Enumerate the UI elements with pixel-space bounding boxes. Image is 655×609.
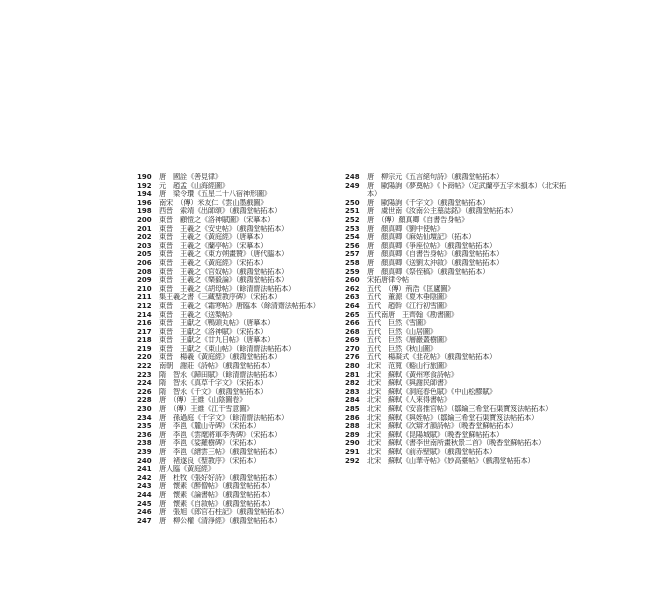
page-number: 284	[345, 396, 360, 405]
page-number: 253	[345, 224, 360, 233]
page-number: 282	[345, 379, 360, 388]
list-item	[137, 293, 342, 302]
page-number: 224	[137, 379, 152, 388]
entry-title: 東晉 王獻之《鴨頭丸帖》（唐摹本）	[159, 319, 275, 328]
entry-title: 唐人臨《黃庭經》	[159, 465, 215, 474]
entry-title: 唐 國詮《善見律》	[159, 173, 222, 181]
entry-title: 北宋 蘇軾《與謝民師書》	[367, 379, 451, 388]
page-number: 289	[345, 430, 360, 439]
page-number: 286	[345, 413, 360, 422]
entry-title: 唐 （傳）顏真卿《自書告身帖》	[367, 215, 469, 224]
entry-title: 南宋 （傳）米友仁《雲山墨戲圖》	[159, 198, 268, 207]
page-number: 210	[137, 284, 152, 293]
list-item	[345, 319, 567, 328]
page-number: 246	[137, 508, 152, 517]
list-item	[137, 405, 342, 414]
list-item	[137, 371, 342, 380]
page-number: 239	[137, 448, 152, 456]
page-number: 291	[345, 448, 360, 456]
list-item	[137, 336, 342, 345]
entry-title: 唐 李邕《縉雲三帖》（戲鴻堂帖拓本）	[159, 448, 282, 456]
entry-title: 北宋 蘇軾《次辯才韻詩帖》（晚香堂蘇帖拓本）	[367, 422, 518, 431]
entry-title: 唐 顏真卿《麻姑仙壇記》（拓本）	[367, 233, 476, 242]
page-number: 219	[137, 344, 152, 353]
page-number: 288	[345, 422, 360, 431]
entry-title: 北宋 蘇軾《書李世南所畫秋景二首》（晚香堂蘇帖拓本）	[367, 439, 546, 448]
entry-title: 隋 智永《真草千字文》（宋拓本）	[159, 379, 268, 388]
entry-title: 東晉 王獻之《洛神賦》（宋拓本）	[159, 327, 268, 336]
page-number: 252	[345, 215, 360, 224]
entry-title: 東晉 王羲之《胡母帖》（餘清齋法帖拓本）	[159, 284, 296, 293]
page-number: 202	[137, 233, 152, 242]
page-number: 280	[345, 362, 360, 371]
list-item	[137, 216, 342, 225]
page-number: 262	[345, 284, 360, 293]
page-number: 208	[137, 267, 152, 276]
entry-title: 東晉 王羲之《樂毅論》（戲鴻堂帖拓本）	[159, 276, 289, 285]
entry-title: 唐 李邕《麓山寺碑》（宋拓本）	[159, 422, 261, 431]
list-item	[137, 276, 342, 285]
list-item	[137, 439, 342, 448]
entry-title: 北宋 蘇軾《洞庭春色賦》《中山松醪賦》	[367, 387, 497, 396]
list-item	[137, 285, 342, 294]
entry-title: 唐 李邕《雲麾將軍李秀碑》（宋拓本）	[159, 430, 282, 439]
entry-title: 隋 智永《歸田賦》（餘清齋法帖拓本）	[159, 370, 282, 379]
page-number: 268	[345, 327, 360, 336]
page-number: 290	[345, 439, 360, 448]
page-number: 223	[137, 370, 152, 379]
page-number: 257	[345, 250, 360, 259]
list-item	[345, 276, 567, 285]
list-item	[137, 517, 342, 526]
page-number: 217	[137, 327, 152, 336]
list-item	[345, 225, 567, 234]
page-number: 242	[137, 473, 152, 482]
entry-title: 唐 懷素《自敘帖》（戲鴻堂帖拓本）	[159, 499, 275, 508]
entry-title: 北宋 蘇軾《黃州寒食詩帖》	[367, 370, 458, 379]
list-item	[345, 250, 567, 259]
list-item	[345, 302, 567, 311]
page-number: 292	[345, 456, 360, 465]
entry-title: 東晉 王羲之《黃庭經》（宋拓本）	[159, 258, 268, 267]
list-item	[137, 182, 342, 191]
page-number: 240	[137, 456, 152, 465]
page-number: 248	[345, 173, 360, 181]
page-number: 201	[137, 224, 152, 233]
page-number: 254	[345, 233, 360, 242]
page-number: 260	[345, 276, 360, 285]
list-item	[137, 302, 342, 311]
page-number: 285	[345, 405, 360, 414]
entry-title: 唐 梁令瓚《五星二十八宿神形圖》	[159, 190, 271, 199]
entry-title: 元 趙孟《山海經圖》	[159, 181, 229, 190]
list-item	[345, 173, 567, 182]
entry-title: 東晉 王獻之《東山帖》（餘清齋法帖拓本）	[159, 344, 296, 353]
entry-title: 集王羲之書《三藏聖教序碑》（宋拓本）	[159, 293, 282, 302]
page-number: 276	[345, 353, 360, 362]
entry-title: 東晉 王羲之《安史帖》（戲鴻堂帖拓本）	[159, 224, 289, 233]
list-item	[137, 311, 342, 320]
entry-title: 北宋 蘇軾《山華寺帖》《妙高臺帖》（戲鴻堂帖拓本）	[367, 456, 535, 465]
page-number: 244	[137, 490, 152, 499]
entry-title: 北宋 范寬《谿山行旅圖》	[367, 362, 451, 371]
list-item	[137, 414, 342, 423]
page-number: 270	[345, 344, 360, 353]
page-number: 283	[345, 387, 360, 396]
entry-title: 東晉 顧愷之《洛神賦圖》（宋摹本）	[159, 215, 275, 224]
entry-title: 唐 柳宗元《五言絕句詩》（戲鴻堂帖拓本）	[367, 173, 504, 181]
entry-title: 唐 張旭《郎官石柱記》（戲鴻堂帖拓本）	[159, 508, 289, 517]
list-item	[345, 328, 567, 337]
page-number: 192	[137, 181, 152, 190]
page-number: 214	[137, 310, 152, 319]
page-number: 196	[137, 198, 152, 207]
entry-title: 唐 顏真卿《自書告身帖》（戲鴻堂帖拓本）	[367, 250, 504, 259]
page-number: 243	[137, 482, 152, 491]
entry-title: 唐 顏真卿《送劉太沖敘》（戲鴻堂帖拓本）	[367, 258, 504, 267]
entry-title: 唐 懷素《醉僧帖》（戲鴻堂帖拓本）	[159, 482, 275, 491]
entry-title: 東晉 王羲之《送梨帖》	[159, 310, 236, 319]
page-number: 249	[345, 181, 360, 190]
entry-title: 隋 智永《千文》（戲鴻堂帖拓本）	[159, 387, 268, 396]
list-item	[137, 508, 342, 517]
entry-title: 北宋 蘇軾《安喜推官帖》（鄒綸三希堂石渠寶笈法帖拓本）	[367, 405, 553, 414]
left-column	[137, 173, 342, 525]
list-item	[345, 371, 567, 380]
entry-title: 西晉 索靖《出師頌》（戲鴻堂帖拓本）	[159, 207, 282, 216]
entry-title: 唐 歐陽詢《夢奠帖》《卜商帖》（定武蘭亭五字未損本）（北宋拓本）	[367, 181, 566, 199]
page-number: 200	[137, 215, 152, 224]
list-item	[137, 353, 342, 362]
list-item	[345, 233, 567, 242]
list-item	[345, 379, 567, 388]
list-item	[345, 268, 567, 277]
list-item	[137, 422, 342, 431]
page-number: 226	[137, 387, 152, 396]
page-number: 198	[137, 207, 152, 216]
entry-title: 唐 孫過庭《千字文》（餘清齋法帖拓本）	[159, 413, 289, 422]
page-number: 209	[137, 276, 152, 285]
page-number: 205	[137, 250, 152, 259]
entry-title: 唐 柳公權《清淨經》（戲鴻堂帖拓本）	[159, 516, 282, 525]
list-item	[137, 259, 342, 268]
list-item	[345, 362, 567, 371]
page-number: 222	[137, 362, 152, 371]
list-item	[345, 285, 567, 294]
list-item	[345, 216, 567, 225]
page-number: 190	[137, 173, 152, 181]
list-item	[345, 448, 567, 457]
entry-title: 唐 虞世南《汝南公主墓誌銘》（戲鴻堂帖拓本）	[367, 207, 518, 216]
page-number: 211	[137, 293, 152, 302]
right-column	[345, 173, 567, 465]
entry-title: 五代 巨然《秋山圖》	[367, 344, 437, 353]
list-item	[345, 336, 567, 345]
list-item	[345, 259, 567, 268]
entry-title: 北宋 蘇軾《昆陽城賦》（晚香堂蘇帖拓本）	[367, 430, 504, 439]
entry-title: 東晉 王羲之《官奴帖》（戲鴻堂帖拓本）	[159, 267, 289, 276]
list-item	[345, 388, 567, 397]
list-item	[137, 396, 342, 405]
entry-title: 唐 歐陽詢《千字文》（戲鴻堂帖拓本）	[367, 198, 490, 207]
entry-title: 東晉 王羲之《蘭亭帖》（宋摹本）	[159, 241, 268, 250]
list-item	[137, 388, 342, 397]
list-item	[345, 439, 567, 448]
entry-title: 五代 巨然《層巖叢樹圖》	[367, 336, 451, 345]
list-item	[345, 182, 567, 199]
list-item	[137, 491, 342, 500]
list-item	[345, 353, 567, 362]
list-item	[137, 431, 342, 440]
page-number: 236	[137, 430, 152, 439]
page-number: 247	[137, 516, 152, 525]
page-number: 256	[345, 241, 360, 250]
list-item	[137, 225, 342, 234]
entry-title: 北宋 蘇軾《前赤壁賦》（戲鴻堂帖拓本）	[367, 448, 497, 456]
list-item	[345, 311, 567, 320]
list-item	[345, 431, 567, 440]
page-number: 266	[345, 319, 360, 328]
page-number: 234	[137, 413, 152, 422]
page-number: 265	[345, 310, 360, 319]
page-number: 220	[137, 353, 152, 362]
page-number: 194	[137, 190, 152, 199]
list-item	[137, 173, 342, 182]
entry-title: 北宋 蘇軾《與姪帖》（鄒綸三希堂石渠寶笈法帖拓本）	[367, 413, 539, 422]
list-item	[137, 465, 342, 474]
list-item	[137, 207, 342, 216]
list-item	[345, 414, 567, 423]
page-number: 230	[137, 405, 152, 414]
entry-title: 唐 （傳）王維《山陰圖卷》	[159, 396, 247, 405]
page-number: 218	[137, 336, 152, 345]
page-number: 206	[137, 258, 152, 267]
page-number: 258	[345, 258, 360, 267]
list-item	[137, 345, 342, 354]
entry-title: 唐 顏真卿《祭侄稿》（戲鴻堂帖拓本）	[367, 267, 490, 276]
list-item	[345, 199, 567, 208]
entry-title: 北宋 蘇軾《人來得書帖》	[367, 396, 451, 405]
list-item	[137, 457, 342, 466]
list-item	[137, 319, 342, 328]
entry-title: 東晉 王羲之《東方朔畫贊》（唐代臨本）	[159, 250, 289, 259]
page-number: 241	[137, 465, 152, 474]
list-item	[137, 362, 342, 371]
entry-title: 五代 楊凝式《韭花帖》（戲鴻堂帖拓本）	[367, 353, 497, 362]
entry-title: 南朝 謝莊《詩帖》（戲鴻堂帖拓本）	[159, 362, 275, 371]
list-item	[137, 233, 342, 242]
page-number: 235	[137, 422, 152, 431]
page-number: 212	[137, 301, 152, 310]
list-item	[345, 242, 567, 251]
page-number: 263	[345, 293, 360, 302]
entry-title: 東晉 王羲之《黃庭經》（唐摹本）	[159, 233, 268, 242]
page-number: 228	[137, 396, 152, 405]
page-number: 269	[345, 336, 360, 345]
page-number: 281	[345, 370, 360, 379]
list-item	[345, 457, 567, 466]
list-item	[137, 242, 342, 251]
list-item	[137, 379, 342, 388]
entry-title: 宋拓唐律令帖	[367, 276, 409, 285]
entry-title: 唐 褚遂良《聖教序》（宋拓本）	[159, 456, 261, 465]
entry-title: 唐 （傳）王維《江干雪意圖》	[159, 405, 254, 414]
page-number: 203	[137, 241, 152, 250]
list-item	[345, 396, 567, 405]
entry-title: 唐 杜牧《張好好詩》（戲鴻堂帖拓本）	[159, 473, 282, 482]
entry-title: 五代南唐 王齊翰《勘書圖》	[367, 310, 458, 319]
list-item	[345, 293, 567, 302]
page-number: 259	[345, 267, 360, 276]
list-item	[137, 448, 342, 457]
list-item	[137, 482, 342, 491]
list-item	[345, 422, 567, 431]
page-number: 216	[137, 319, 152, 328]
page-number: 250	[345, 198, 360, 207]
list-item	[345, 207, 567, 216]
entry-title: 東晉 楊羲《黃庭經》（戲鴻堂帖拓本）	[159, 353, 282, 362]
list-item	[137, 500, 342, 509]
entry-title: 五代 （傳）荊浩《匡廬圖》	[367, 284, 455, 293]
entry-title: 東晉 王獻之《廿九日帖》（唐摹本）	[159, 336, 275, 345]
list-item	[137, 268, 342, 277]
page-number: 245	[137, 499, 152, 508]
entry-title: 唐 李邕《娑羅樹碑》（宋拓本）	[159, 439, 261, 448]
page-number: 251	[345, 207, 360, 216]
list-item	[345, 345, 567, 354]
entry-title: 唐 顏真卿《爭座位帖》（戲鴻堂帖拓本）	[367, 241, 497, 250]
page-number: 264	[345, 301, 360, 310]
list-item	[137, 474, 342, 483]
entry-title: 五代 巨然《山居圖》	[367, 327, 437, 336]
entry-title: 五代 趙幹《江行初雪圖》	[367, 301, 451, 310]
list-item	[345, 405, 567, 414]
page-number: 238	[137, 439, 152, 448]
entry-title: 東晉 王羲之《霜寒帖》唐臨本（餘清齋法帖拓本）	[159, 301, 320, 310]
entry-title: 五代 巨然《雪圖》	[367, 319, 430, 328]
entry-title: 唐 顏真卿《劉中使帖》	[367, 224, 444, 233]
entry-title: 唐 懷素《論書帖》（戲鴻堂帖拓本）	[159, 490, 275, 499]
list-item	[137, 199, 342, 208]
list-item	[137, 250, 342, 259]
list-item	[137, 328, 342, 337]
list-item	[137, 190, 342, 199]
entry-title: 五代 董源《夏木垂陰圖》	[367, 293, 451, 302]
